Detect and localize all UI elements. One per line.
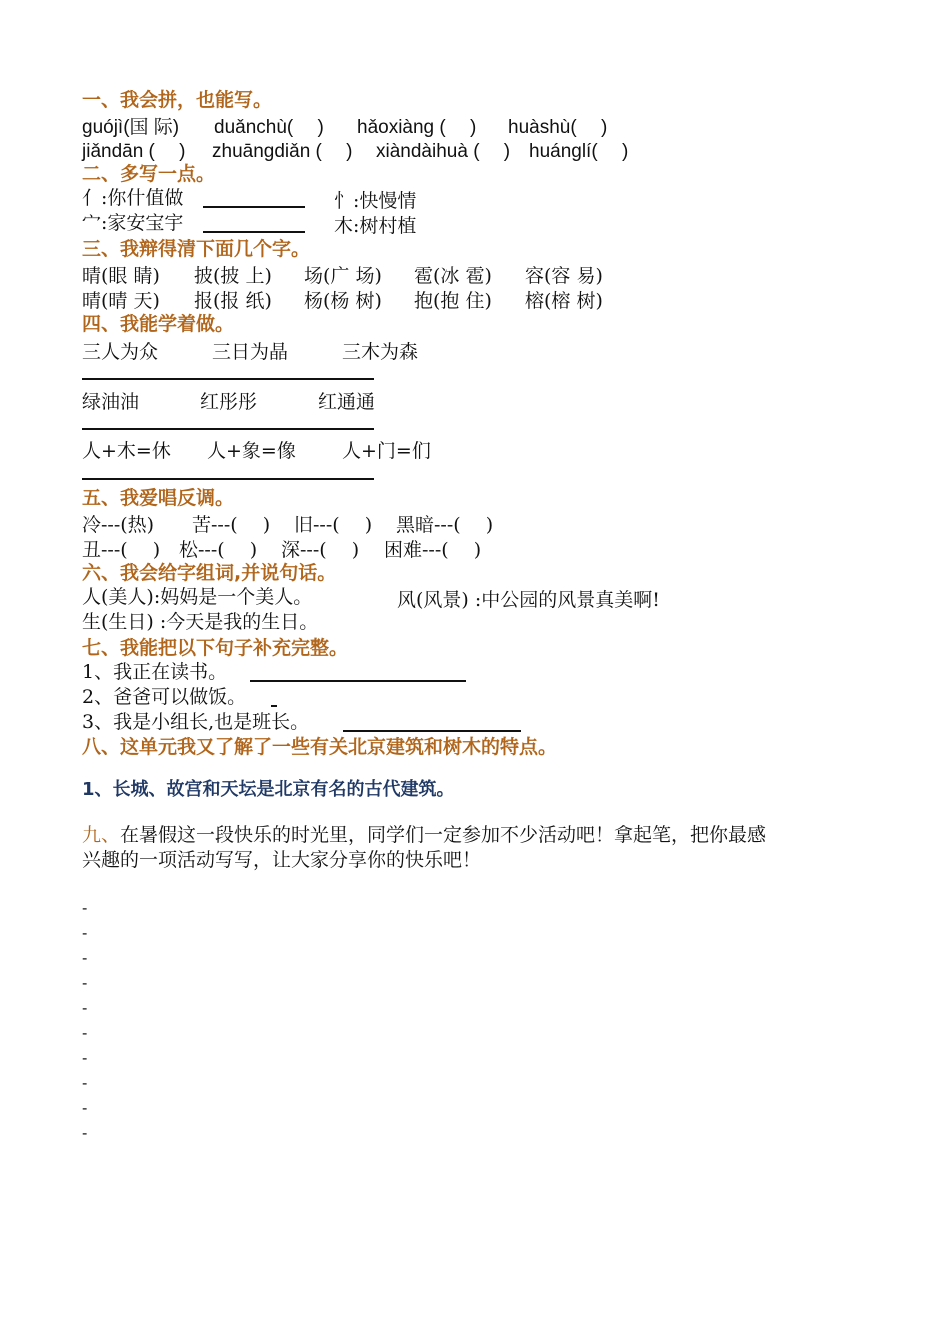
sentence-item: 3、我是小组长,也是班长。 [82,711,310,733]
pinyin-item: jiǎndān ( ) [82,141,186,162]
char-item: 榕(榕 树) [525,290,603,312]
section-8-item: 1、长城、故宫和天坛是北京有名的古代建筑。 [82,779,455,800]
answer-underline [203,231,305,233]
char-item: 场(广 场) [304,265,382,287]
example-item: 红彤彤 [200,391,258,413]
char-item: 披(披 上) [194,265,272,287]
answer-underline [82,428,374,430]
antonym-item: 冷---(热) [82,514,155,536]
example-item: 人+门=们 [342,440,431,462]
section-8-title: 八、这单元我又了解了一些有关北京建筑和树木的特点。 [82,736,558,758]
char-item: 晴(眼 睛) [82,265,160,287]
section-9-text: 兴趣的一项活动写写，让大家分享你的快乐吧！ [82,849,482,871]
antonym-item: 松---( ) [179,539,258,561]
radical-line: 木:树村植 [334,215,417,237]
example-item: 三人为众 [82,341,159,363]
writing-line-marker: - [82,1025,88,1042]
antonym-item: 丑---( ) [82,539,161,561]
antonym-item: 困难---( ) [384,539,482,561]
antonym-item: 深---( ) [281,539,360,561]
example-item: 人+象=像 [207,440,296,462]
sentence-item: 2、爸爸可以做饭。 [82,686,247,708]
pinyin-item: hǎoxiàng ( ) [357,117,477,138]
answer-underline [250,680,466,682]
pinyin-item: xiàndàihuà ( ) [376,141,511,162]
antonym-item: 苦---( ) [192,514,271,536]
answer-underline [82,378,374,380]
char-item: 容(容 易) [525,265,603,287]
sentence-item: 1、我正在读书。 [82,661,228,683]
char-item: 抱(抱 住) [414,290,492,312]
section-1-title: 一、我会拼，也能写。 [82,89,273,111]
section-2-title: 二、多写一点。 [82,163,216,185]
char-item: 晴(晴 天) [82,290,160,312]
section-9-label: 九、 [82,824,121,846]
antonym-item: 黑暗---( ) [396,514,494,536]
section-7-title: 七、我能把以下句子补充完整。 [82,637,349,659]
writing-line-marker: - [82,975,88,992]
pinyin-item: huàshù( ) [508,117,608,138]
pinyin-item: huánglí( ) [529,141,629,162]
writing-line-marker: - [82,925,88,942]
writing-line-marker: - [82,950,88,967]
example-item: 人+木=休 [82,440,171,462]
radical-line: 宀:家安宝宇 [82,212,184,234]
example-item: 三日为晶 [212,341,289,363]
writing-line-marker: - [82,900,88,917]
writing-line-marker: - [82,1000,88,1017]
writing-line-marker: - [82,1125,88,1142]
answer-underline [343,730,521,732]
section-6-title: 六、我会给字组词,并说句话。 [82,562,337,584]
char-item: 杨(杨 树) [304,290,382,312]
example-item: 绿油油 [82,391,140,413]
section-9-paragraph-line [82,823,766,847]
section-5-title: 五、我爱唱反调。 [82,487,235,509]
writing-line-marker: - [82,1050,88,1067]
writing-line-marker: - [82,1075,88,1092]
char-item: 报(报 纸) [194,290,272,312]
sentence-line: 风(风景) :中公园的风景真美啊! [397,589,660,611]
answer-underline [271,705,277,707]
section-9-text: 在暑假这一段快乐的时光里，同学们一定参加不少活动吧！拿起笔，把你最感 [120,824,767,846]
section-4-title: 四、我能学着做。 [82,313,235,335]
radical-line: 忄:快慢情 [334,190,417,212]
answer-underline [203,206,305,208]
answer-underline [82,478,374,480]
antonym-item: 旧---( ) [294,514,373,536]
example-item: 红通通 [318,391,376,413]
pinyin-item: duǎnchù( ) [214,117,324,138]
sentence-line: 生(生日) :今天是我的生日。 [82,611,319,633]
example-item: 三木为森 [342,341,419,363]
section-3-title: 三、我辩得清下面几个字。 [82,238,311,260]
pinyin-item: guójì(国 际) [82,117,180,138]
radical-line: 亻:你什值做 [82,187,184,209]
pinyin-item: zhuāngdiǎn ( ) [212,141,353,162]
char-item: 雹(冰 雹) [414,265,492,287]
writing-line-marker: - [82,1100,88,1117]
sentence-line: 人(美人):妈妈是一个美人。 [82,586,313,608]
